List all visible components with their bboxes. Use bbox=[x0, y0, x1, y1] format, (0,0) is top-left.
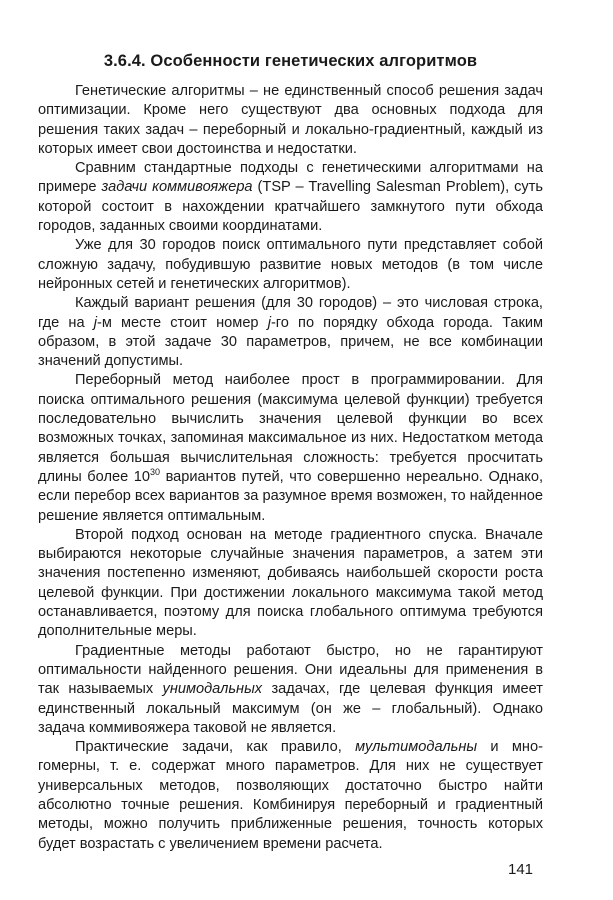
text-run: Градиентные методы работают быстро, но не гарантируют оптимальности найденного решения. Они идеальны для применения в так называемых bbox=[38, 642, 543, 698]
text-run: -го по порядку обхода города. Таким образом, в этой задаче 30 параметров, причем, не все комбинации значений допустимы. bbox=[38, 314, 544, 370]
italic-term: j bbox=[93, 314, 97, 331]
italic-term: задачи коммивояжера bbox=[101, 179, 253, 196]
text-run: вариантов путей, что совершенно нереально. Однако, если перебор всех вариантов за разумное время возможен, то найденное решение является оптимальным. bbox=[38, 468, 543, 524]
page-number: 141 bbox=[508, 861, 534, 878]
text-run: Практические задачи, как правило, bbox=[75, 739, 356, 756]
text-run: Каждый вариант решения (для 30 городов) – это числовая строка, где на bbox=[38, 295, 543, 331]
paragraph bbox=[38, 371, 543, 525]
paragraph bbox=[38, 159, 543, 236]
text-run: Переборный метод наиболее прост в программировании. Для поиска оптимального решения (максимума целевой функции) требуется последовательно вычислить значения целевой функции во всех возможных точках, запоминая максимальное из них. Недостатком метода является большая вычислительная сложность: требуется просчитать длины более 10 bbox=[38, 372, 543, 485]
paragraph bbox=[38, 236, 543, 294]
text-run: Второй подход основан на методе градиентного спуска. Вначале выбираются некоторые случайные значения параметров, а затем эти значения постепенно изменяют, добиваясь наибольшей скорости роста целевой функции. При достижении локального максимума такой метод останавливается, поэтому для поиска глобального оптимума требуются дополнительные меры. bbox=[38, 526, 543, 640]
italic-term: мультимодальны bbox=[355, 739, 478, 756]
text-run: Сравним стандартные подходы с генетическими алгоритмами на примере bbox=[38, 160, 543, 196]
paragraph bbox=[38, 642, 543, 738]
page-content bbox=[38, 50, 543, 854]
text-run: Генетические алгоритмы – не единственный способ решения задач оптимизации. Кроме него существуют два основных подхода для решения таких задач – переборный и локально-градиентный, каждый из которых имеет свои достоинства и недостатки. bbox=[38, 83, 543, 157]
text-run: Уже для 30 городов поиск оптимального пути представляет собой сложную задачу, побудившую развитие новых методов (в том числе нейронных сетей и генетических алгоритмов). bbox=[38, 237, 543, 292]
text-run: задачах, где целевая функция имеет единственный локальный максимум (он же – глобальный). Однако задача коммивояжера таковой не является. bbox=[38, 681, 543, 736]
body-text bbox=[38, 82, 543, 854]
paragraph bbox=[38, 738, 543, 854]
italic-term: j bbox=[267, 314, 271, 331]
superscript: 30 bbox=[150, 466, 161, 477]
italic-term: унимодальных bbox=[162, 681, 263, 698]
text-run: (TSP – Travelling Salesman Problem), суть которой состоит в нахождении кратчайшего замкнутого пути обхода городов, заданных своими координатами. bbox=[38, 179, 544, 235]
text-run: и многомерны, т. е. содержат много параметров. Для них не существует универсальных методов, позволяющих достаточно быстро найти абсолютно точные решения. Комбинируя переборный и градиентный методы, можно получить приближенные решения, точность которых будет возрастать с увеличением времени расчета. bbox=[38, 739, 543, 852]
paragraph bbox=[38, 294, 543, 371]
text-run: -м месте стоит номер bbox=[96, 314, 268, 331]
paragraph bbox=[38, 82, 543, 159]
section-title: 3.6.4. Особенности генетических алгоритмов bbox=[103, 52, 478, 70]
paragraph bbox=[38, 526, 543, 642]
